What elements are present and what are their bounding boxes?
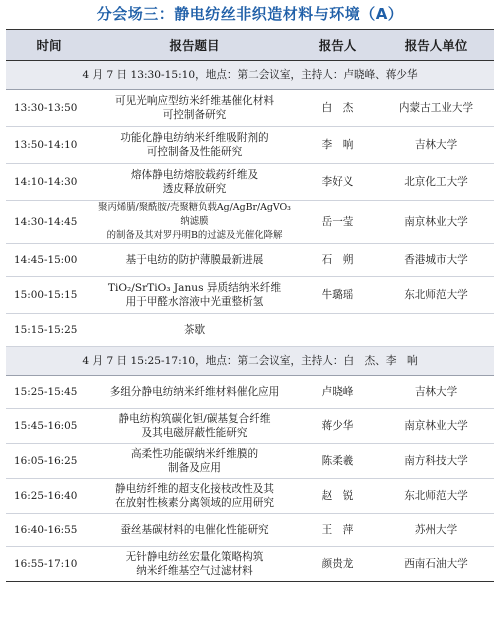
speaker-unit: 内蒙古工业大学 xyxy=(378,90,494,127)
speaker-name: 李好义 xyxy=(297,164,378,201)
talk-time: 15:45-16:05 xyxy=(6,409,92,444)
table-row xyxy=(6,444,494,479)
talk-time: 16:05-16:25 xyxy=(6,444,92,479)
table-row xyxy=(6,164,494,201)
talk-title xyxy=(92,90,297,127)
header-topic: 报告题目 xyxy=(92,30,297,61)
speaker-unit: 北京化工大学 xyxy=(378,164,494,201)
talk-title: 多组分静电纺纳米纤维材料催化应用 xyxy=(92,376,297,409)
speaker-unit: 吉林大学 xyxy=(378,127,494,164)
talk-title-line-2: 在放射性核素分离领域的应用研究 xyxy=(115,497,274,509)
talk-title-line-1: 静电纺构筑碳化钽/碳基复合纤维 xyxy=(118,413,271,425)
speaker-name: 石 朔 xyxy=(297,244,378,277)
talk-title-line-1: 可见光响应型纺米纤维基催化材料 xyxy=(115,95,274,107)
talk-title xyxy=(92,547,297,582)
table-row xyxy=(6,547,494,582)
header-speaker: 报告人 xyxy=(297,30,378,61)
speaker-unit xyxy=(378,314,494,347)
table-row xyxy=(6,201,494,244)
talk-time: 16:55-17:10 xyxy=(6,547,92,582)
speaker-unit: 吉林大学 xyxy=(378,376,494,409)
speaker-name xyxy=(297,314,378,347)
table-row xyxy=(6,90,494,127)
talk-title-line-1: 聚丙烯腈/聚酰胺/壳聚糖负载Ag/AgBr/AgVO₃纳滤膜 xyxy=(98,202,291,227)
speaker-name: 李 响 xyxy=(297,127,378,164)
session-1-info-row xyxy=(6,61,494,90)
speaker-name: 牛璐瑶 xyxy=(297,277,378,314)
talk-time: 15:25-15:45 xyxy=(6,376,92,409)
header-time: 时间 xyxy=(6,30,92,61)
talk-title xyxy=(92,277,297,314)
speaker-unit: 苏州大学 xyxy=(378,514,494,547)
talk-time: 13:50-14:10 xyxy=(6,127,92,164)
header-row xyxy=(6,30,494,61)
speaker-name: 蒋少华 xyxy=(297,409,378,444)
speaker-unit: 东北师范大学 xyxy=(378,479,494,514)
speaker-name: 王 萍 xyxy=(297,514,378,547)
talk-title-line-2: 透皮释放研究 xyxy=(162,183,227,195)
talk-title-line-1: 静电纺纤维的超支化接枝改性及其 xyxy=(115,483,274,495)
talk-title-line-1: 无针静电纺丝宏量化策略构筑 xyxy=(125,551,264,563)
speaker-unit: 南方科技大学 xyxy=(378,444,494,479)
talk-title xyxy=(92,127,297,164)
talk-title xyxy=(92,201,297,244)
table-row xyxy=(6,277,494,314)
speaker-unit: 南京林业大学 xyxy=(378,409,494,444)
talk-time: 14:10-14:30 xyxy=(6,164,92,201)
speaker-name: 岳一莹 xyxy=(297,201,378,244)
table-row xyxy=(6,244,494,277)
talk-time: 15:15-15:25 xyxy=(6,314,92,347)
talk-title-line-2: 制备及应用 xyxy=(168,462,221,474)
talk-title-line-1: TiO₂/SrTiO₃ Janus 异质结纳米纤维 xyxy=(107,282,282,294)
schedule-table xyxy=(6,29,494,582)
talk-title-line-2: 及其电磁屏蔽性能研究 xyxy=(141,427,248,439)
talk-title: 基于电纺的防护薄膜最新进展 xyxy=(92,244,297,277)
speaker-name: 赵 锐 xyxy=(297,479,378,514)
talk-title xyxy=(92,479,297,514)
table-row xyxy=(6,479,494,514)
talk-time: 15:00-15:15 xyxy=(6,277,92,314)
speaker-unit: 香港城市大学 xyxy=(378,244,494,277)
talk-title-line-1: 功能化静电纺纳米纤维吸附剂的 xyxy=(120,132,269,144)
table-row xyxy=(6,514,494,547)
speaker-unit: 西南石油大学 xyxy=(378,547,494,582)
talk-title-line-1: 高柔性功能碳纳米纤维膜的 xyxy=(130,448,259,460)
talk-time: 16:25-16:40 xyxy=(6,479,92,514)
speaker-name: 陈柔羲 xyxy=(297,444,378,479)
talk-title-line-2: 的制备及其对罗丹明B的过滤及光催化降解 xyxy=(106,230,283,241)
talk-title xyxy=(92,409,297,444)
session-2-info: 4 月 7 日 15:25-17:10，地点：第二会议室，主持人：白 杰、李 响 xyxy=(6,347,494,376)
talk-time: 14:30-14:45 xyxy=(6,201,92,244)
session-1-info: 4 月 7 日 13:30-15:10，地点：第二会议室，主持人：卢晓峰、蒋少华 xyxy=(6,61,494,90)
speaker-name: 卢晓峰 xyxy=(297,376,378,409)
speaker-unit: 东北师范大学 xyxy=(378,277,494,314)
table-row xyxy=(6,127,494,164)
talk-time: 14:45-15:00 xyxy=(6,244,92,277)
header-affiliation: 报告人单位 xyxy=(378,30,494,61)
speaker-name: 白 杰 xyxy=(297,90,378,127)
page-title: 分会场三：静电纺丝非织造材料与环境（A） xyxy=(96,5,404,23)
talk-title-line-2: 纳米纤维基空气过滤材料 xyxy=(136,565,253,577)
talk-time: 16:40-16:55 xyxy=(6,514,92,547)
session-2-info-row xyxy=(6,347,494,376)
talk-time: 13:30-13:50 xyxy=(6,90,92,127)
talk-title xyxy=(92,164,297,201)
speaker-unit: 南京林业大学 xyxy=(378,201,494,244)
talk-title-line-2: 可控制备研究 xyxy=(162,109,227,121)
table-row xyxy=(6,376,494,409)
talk-title-line-1: 熔体静电纺熔胶载药纤维及 xyxy=(130,169,259,181)
talk-title: 茶歇 xyxy=(92,314,297,347)
table-row xyxy=(6,409,494,444)
talk-title xyxy=(92,444,297,479)
talk-title-line-2: 可控制备及性能研究 xyxy=(146,146,243,158)
speaker-name: 颜贵龙 xyxy=(297,547,378,582)
talk-title: 蚕丝基碳材料的电催化性能研究 xyxy=(92,514,297,547)
talk-title-line-2: 用于甲醛水溶液中光重整析氢 xyxy=(125,296,264,308)
table-row xyxy=(6,314,494,347)
